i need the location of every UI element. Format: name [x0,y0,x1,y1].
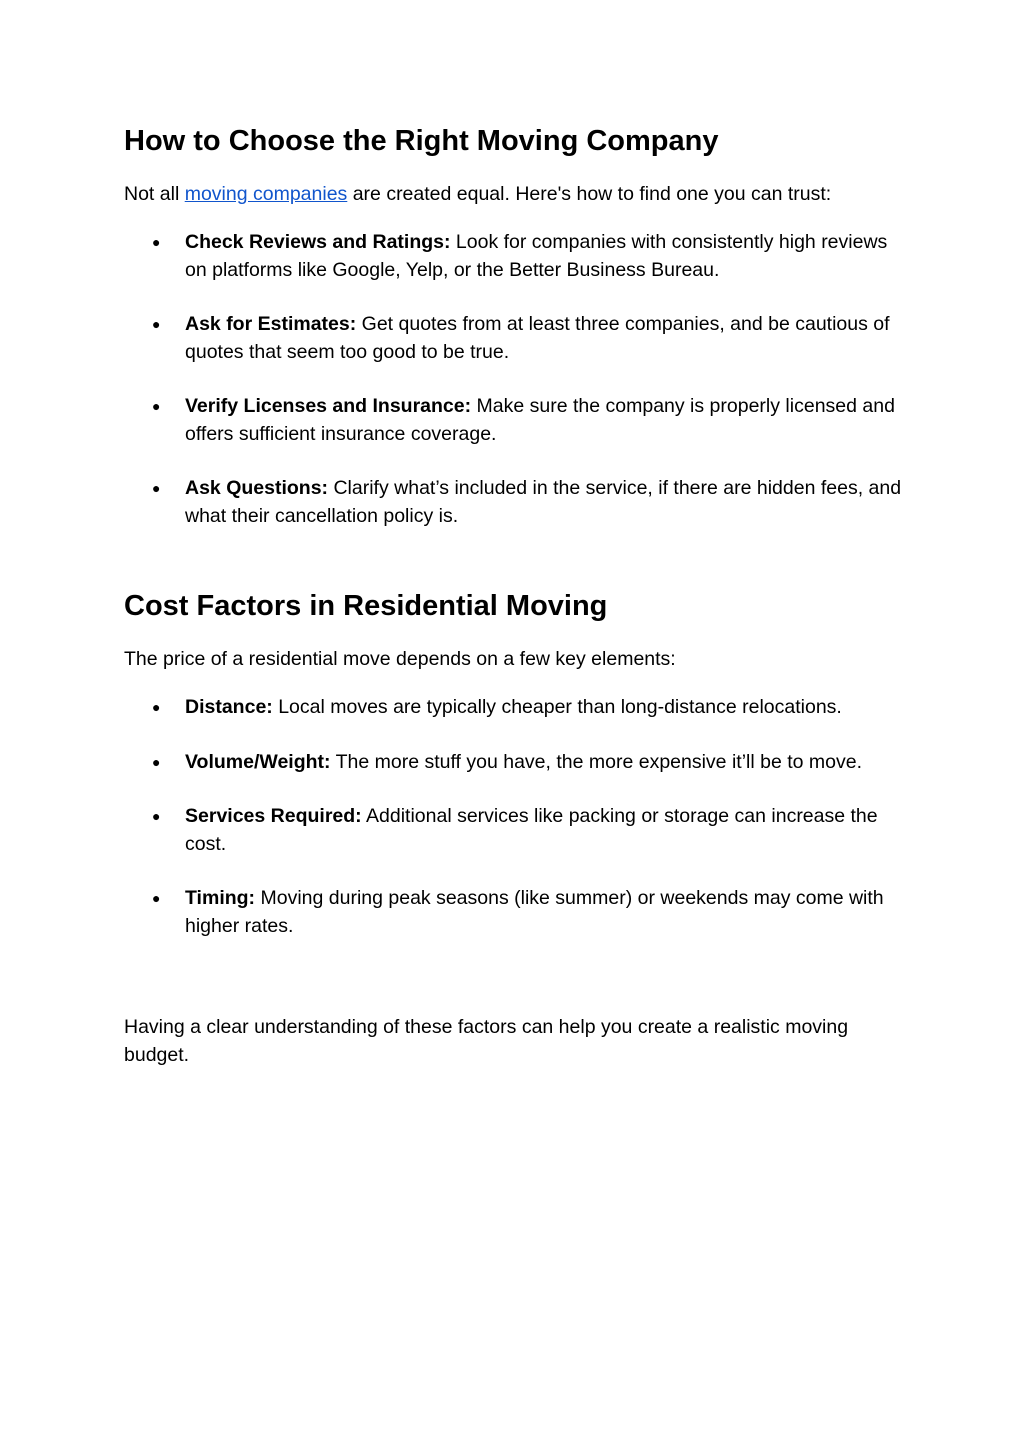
bullet-icon: ● [152,890,161,906]
bullet-icon: ● [152,234,161,250]
list-item-text: Local moves are typically cheaper than long-distance relocations. [272,696,842,718]
bullet-icon: ● [152,316,161,332]
bullet-icon: ● [152,699,161,715]
bullet-icon: ● [152,753,161,770]
moving-companies-link[interactable]: moving companies [184,183,348,205]
list-item [124,694,904,722]
bullet-icon: ● [152,480,161,496]
list-item-text: Look for companies with consistently high reviews on platforms like Google, Yelp, or the Better Business Bureau. [185,231,888,281]
bullet-icon: ● [152,398,161,414]
list-item-label: Ask Questions: [185,477,329,499]
list-item [124,229,904,284]
section-intro-cost-factors: The price of a residential move depends on a few key elements: [124,648,676,670]
intro-text-before-link: Not all [124,183,185,205]
list-item-text: Get quotes from at least three companies, and be cautious of quotes that seem too good to be true. [185,313,890,363]
section-intro-choose-company [124,181,904,209]
list-item [124,885,904,940]
list-item-label: Volume/Weight: [185,750,331,773]
list-item-label: Ask for Estimates: [185,313,357,335]
list-item-text: Clarify what’s included in the service, if there are hidden fees, and what their cancellation policy is. [185,477,902,527]
list-item [124,311,904,366]
section-heading-cost-factors: Cost Factors in Residential Moving [124,590,608,622]
list-item-text: Make sure the company is properly licensed and offers sufficient insurance coverage. [185,395,895,445]
bullet-icon: ● [152,808,161,824]
list-item-text: The more stuff you have, the more expensive it’ll be to move. [330,750,863,773]
list-item [124,393,904,448]
list-item [124,749,904,777]
list-item-text: Additional services like packing or storage can increase the cost. [185,805,878,855]
cost-factors-list [124,694,904,940]
list-item-label: Timing: [185,887,256,909]
choose-company-list [124,229,904,530]
list-item [124,803,904,858]
closing-paragraph: Having a clear understanding of these factors can help you create a realistic moving budget. [124,1016,849,1066]
list-item-label: Services Required: [185,805,362,827]
section-heading-choose-company: How to Choose the Right Moving Company [124,125,719,157]
list-item-label: Verify Licenses and Insurance: [185,395,472,417]
list-item [124,475,904,530]
intro-text-after-link: are created equal. Here's how to find one you can trust: [347,183,832,205]
list-item-label: Check Reviews and Ratings: [185,231,451,253]
list-item-label: Distance: [185,696,273,718]
list-item-text: Moving during peak seasons (like summer) or weekends may come with higher rates. [185,887,884,937]
